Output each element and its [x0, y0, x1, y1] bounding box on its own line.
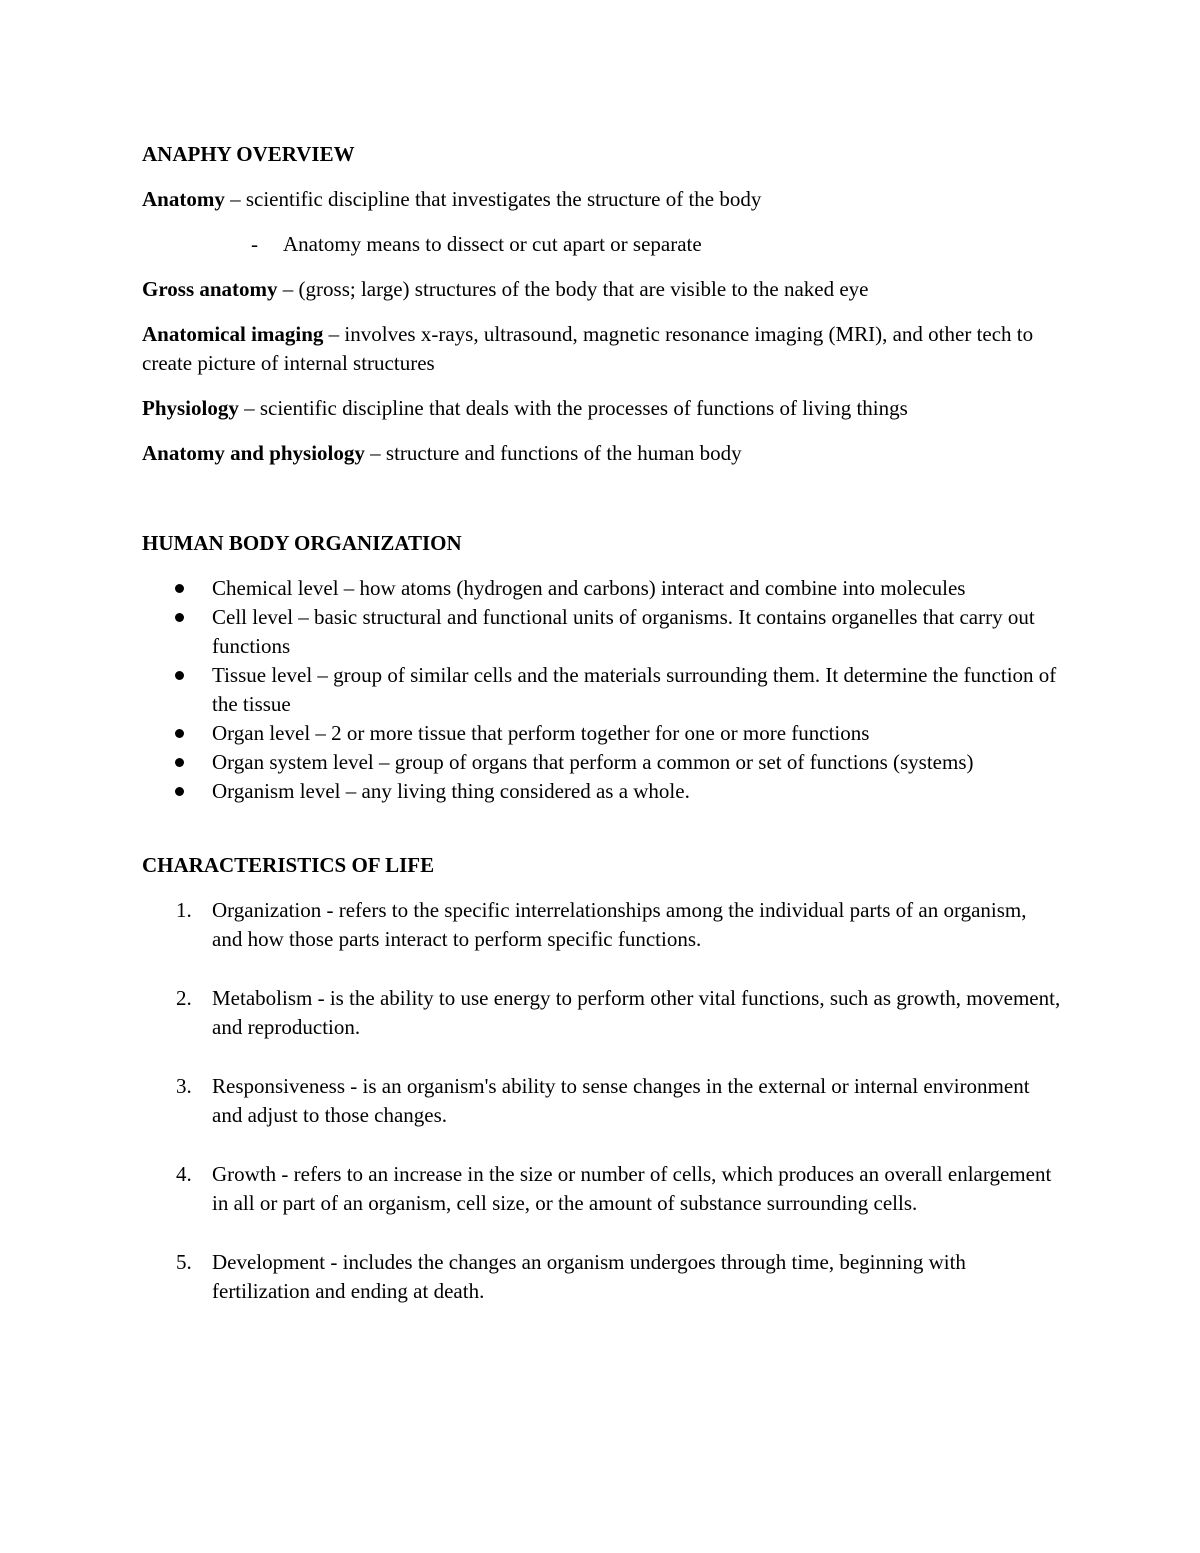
organization-heading: HUMAN BODY ORGANIZATION [142, 531, 462, 555]
list-item-text: Chemical level – how atoms (hydrogen and carbons) interact and combine into molecules [212, 576, 966, 600]
document-page [142, 140, 1062, 1336]
characteristics-heading: CHARACTERISTICS OF LIFE [142, 853, 435, 877]
gross-anatomy-definition [142, 275, 1062, 304]
list-item [142, 603, 1062, 661]
numbered-item [142, 1072, 1062, 1130]
anaphy-term: Anatomy and physiology [142, 441, 365, 465]
item-number: 1. [176, 898, 192, 922]
bullet-icon [175, 787, 184, 796]
list-item-text: Organ system level – group of organs that perform a common or set of functions (systems) [212, 750, 974, 774]
dash-marker: - [251, 232, 258, 256]
bullet-icon [175, 584, 184, 593]
anatomical-imaging-term: Anatomical imaging [142, 322, 324, 346]
list-item [142, 661, 1062, 719]
gross-anatomy-text: – (gross; large) structures of the body that are visible to the naked eye [277, 277, 869, 301]
list-item-text: Tissue level – group of similar cells and the materials surrounding them. It determine the function of the tissue [212, 663, 1057, 716]
anatomy-subpoint-text: Anatomy means to dissect or cut apart or separate [283, 232, 702, 256]
list-item [142, 748, 1062, 777]
anatomy-text: – scientific discipline that investigates the structure of the body [224, 187, 762, 211]
bullet-icon [175, 729, 184, 738]
list-item [142, 574, 1062, 603]
anatomy-definition [142, 185, 1062, 214]
anatomical-imaging-definition [142, 320, 1062, 378]
numbered-item-text: Metabolism - is the ability to use energy to perform other vital functions, such as growth, movement, and reproduction. [212, 986, 1061, 1039]
list-item-text: Cell level – basic structural and functional units of organisms. It contains organelles that carry out functions [212, 605, 1035, 658]
numbered-item-text: Development - includes the changes an organism undergoes through time, beginning with fertilization and ending at death. [212, 1250, 966, 1303]
numbered-item-text: Growth - refers to an increase in the size or number of cells, which produces an overall enlargement in all or part of an organism, cell size, or the amount of substance surrounding cells. [212, 1162, 1052, 1215]
numbered-item-text: Organization - refers to the specific interrelationships among the individual parts of an organism, and how those parts interact to perform specific functions. [212, 898, 1027, 951]
numbered-item-text: Responsiveness - is an organism's ability to sense changes in the external or internal environment and adjust to those changes. [212, 1074, 1030, 1127]
overview-heading: ANAPHY OVERVIEW [142, 142, 355, 166]
characteristics-list [142, 896, 1062, 1306]
anaphy-text: – structure and functions of the human body [364, 441, 742, 465]
bullet-icon [175, 671, 184, 680]
numbered-item [142, 896, 1062, 954]
list-item-text: Organism level – any living thing considered as a whole. [212, 779, 690, 803]
numbered-item [142, 1160, 1062, 1218]
organization-list [142, 574, 1062, 806]
anatomical-imaging-text: – involves x-rays, ultrasound, magnetic resonance imaging (MRI), and other tech to create picture of internal structures [142, 322, 1034, 375]
item-number: 4. [176, 1162, 192, 1186]
gross-anatomy-term: Gross anatomy [142, 277, 278, 301]
list-item [142, 719, 1062, 748]
physiology-text: – scientific discipline that deals with the processes of functions of living things [238, 396, 908, 420]
bullet-icon [175, 758, 184, 767]
numbered-item [142, 1248, 1062, 1306]
anatomy-subpoint [142, 230, 1062, 259]
anatomy-term: Anatomy [142, 187, 225, 211]
item-number: 5. [176, 1250, 192, 1274]
item-number: 3. [176, 1074, 192, 1098]
physiology-term: Physiology [142, 396, 239, 420]
item-number: 2. [176, 986, 192, 1010]
physiology-definition [142, 394, 1062, 423]
bullet-icon [175, 613, 184, 622]
section-spacer [142, 484, 1062, 529]
anaphy-definition [142, 439, 1062, 468]
numbered-item [142, 984, 1062, 1042]
list-item-text: Organ level – 2 or more tissue that perform together for one or more functions [212, 721, 870, 745]
list-item [142, 777, 1062, 806]
